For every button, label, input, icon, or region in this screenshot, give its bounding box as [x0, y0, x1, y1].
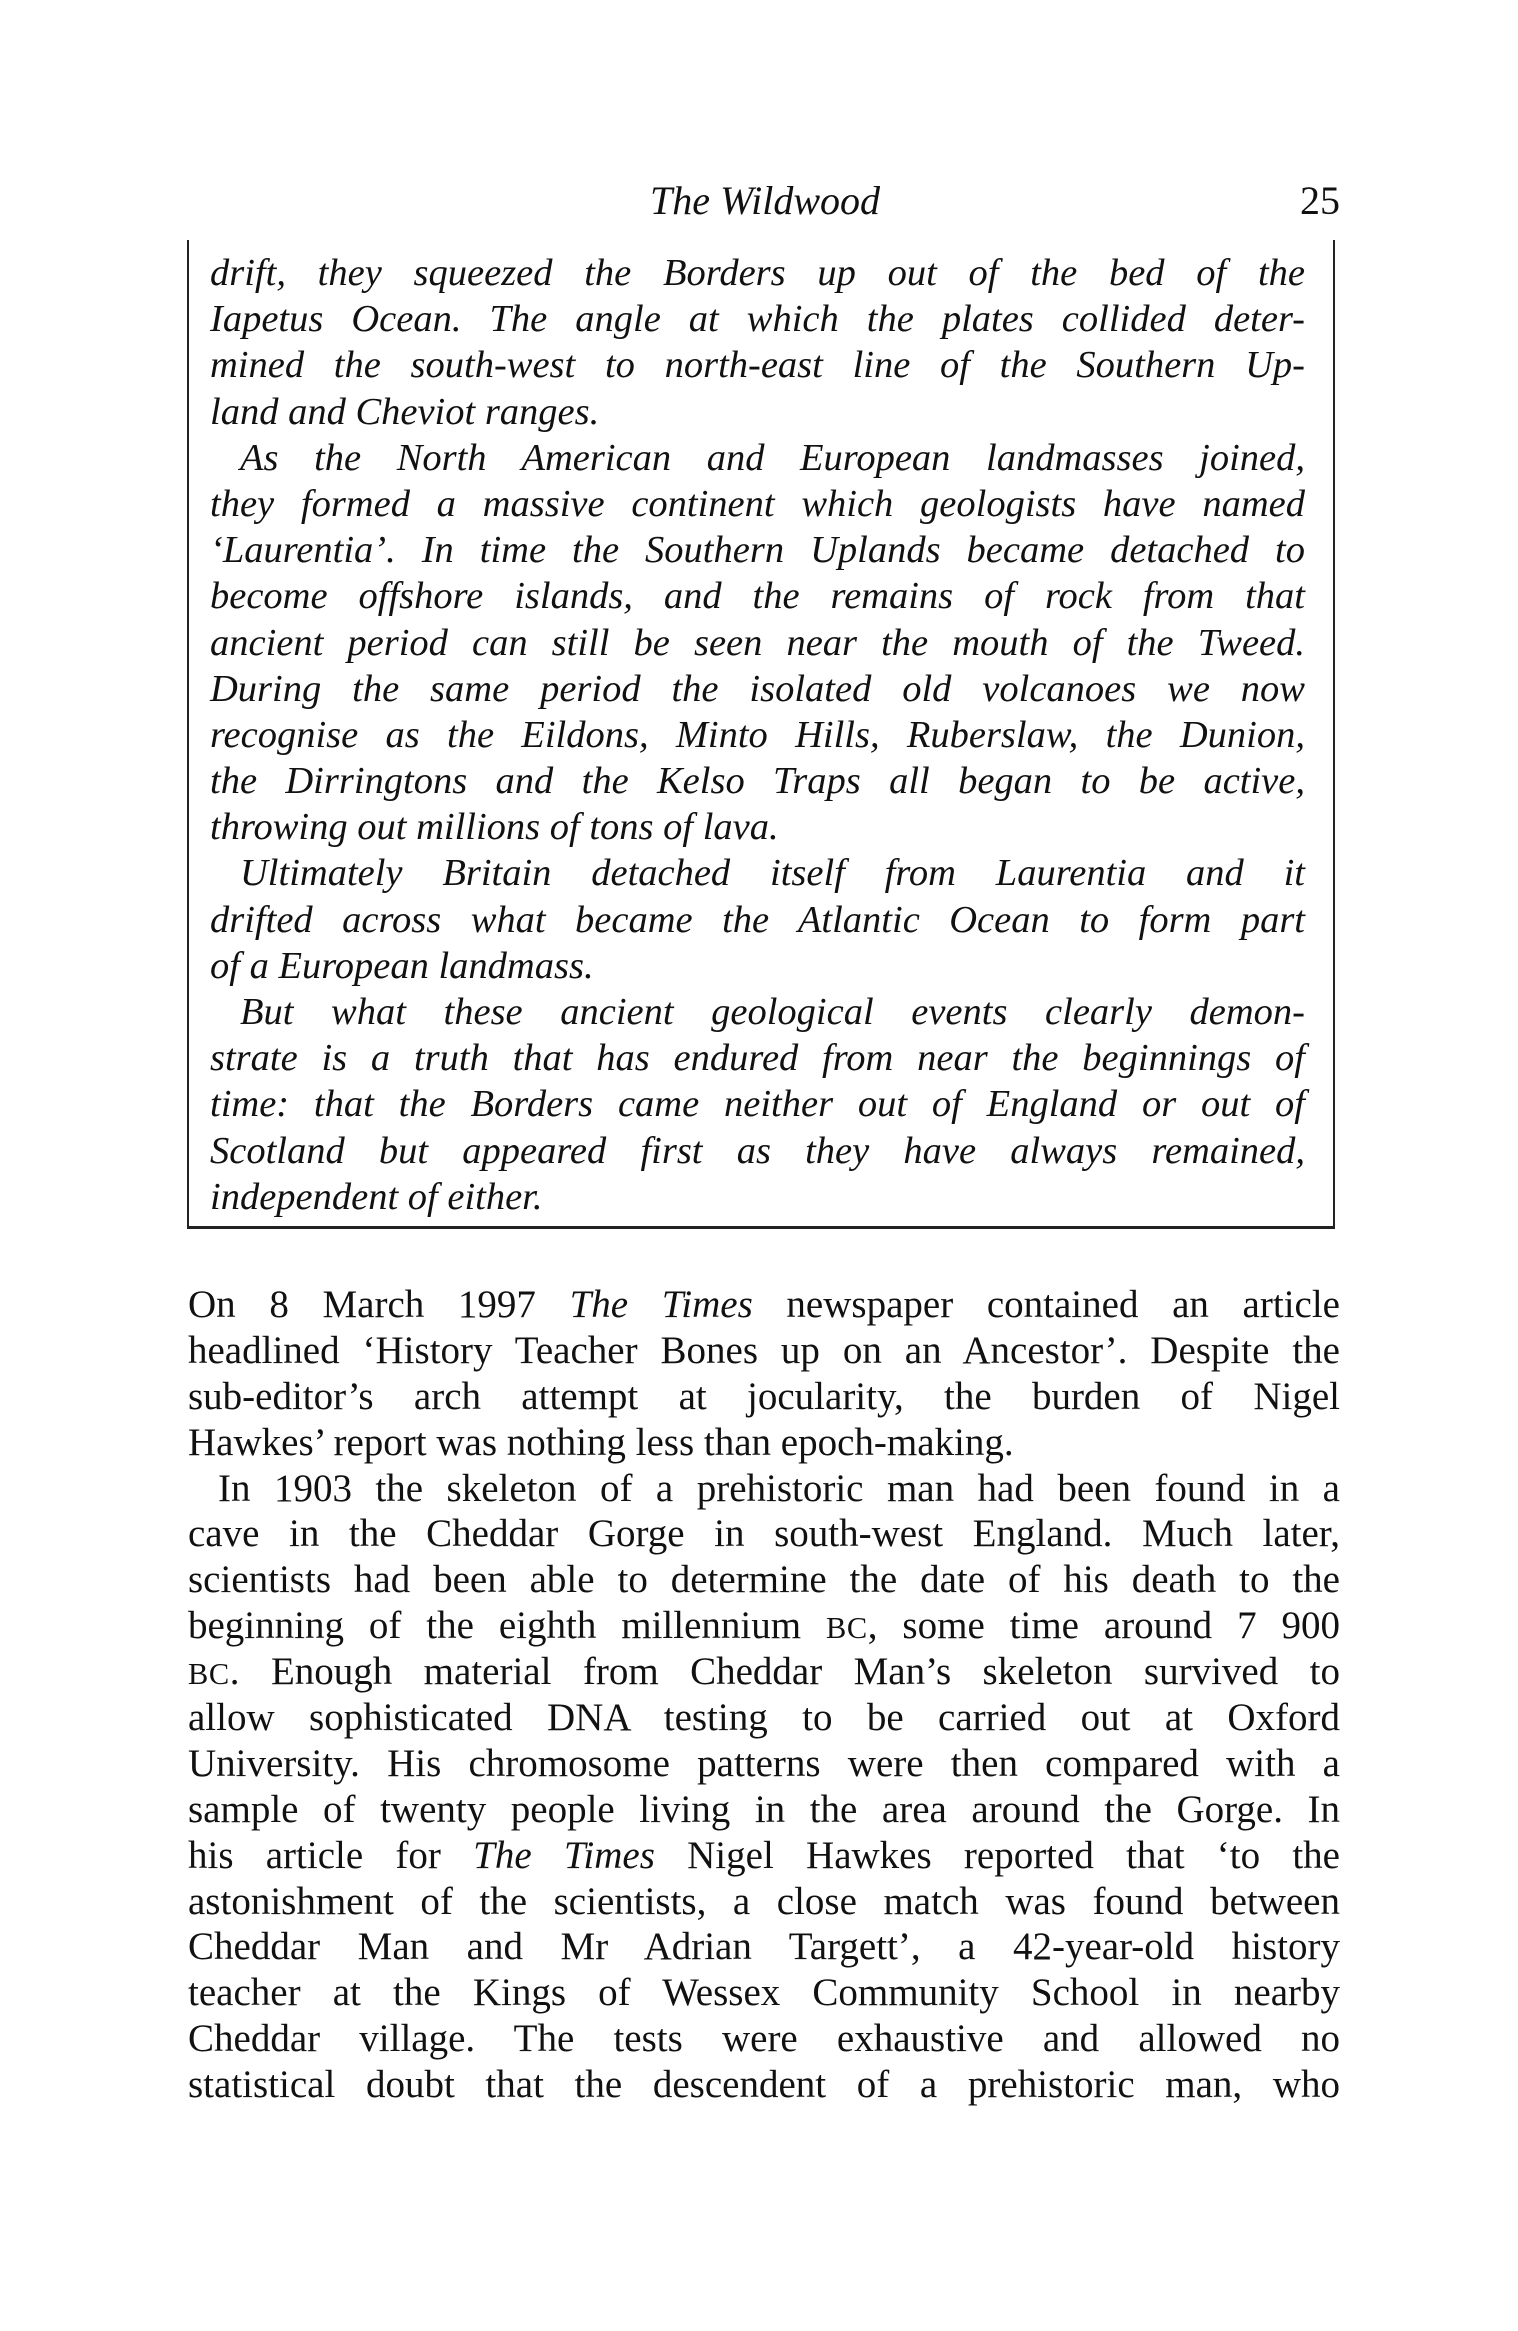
text-line: independent of either. — [210, 1175, 543, 1218]
boxed-paragraph — [210, 850, 1305, 989]
text-line: Iapetus Ocean. The angle at which the plates collided deter- — [210, 298, 1305, 341]
text-line: mined the south-west to north-east line of the Southern Up- — [210, 344, 1305, 387]
text-run: . Enough material from Cheddar Man’s skeleton survived to — [229, 1650, 1340, 1694]
text-line: As the North American and European landmasses joined, — [240, 436, 1305, 479]
boxed-paragraph — [210, 250, 1305, 435]
text-run: , some time around 7 900 — [867, 1604, 1341, 1648]
page-number: 25 — [1300, 178, 1340, 223]
text-line: of a European landmass. — [210, 944, 594, 987]
text-line: they formed a massive continent which geologists have named — [210, 482, 1305, 525]
text-line — [188, 1649, 1340, 1695]
text-line: scientists had been able to determine the date of his death to the — [188, 1558, 1340, 1602]
text-line: statistical doubt that the descendent of a prehistoric man, who — [188, 2063, 1340, 2107]
publication-title: The Times — [569, 1283, 753, 1326]
text-line — [188, 1282, 1340, 1328]
text-line: allow sophisticated DNA testing to be carried out at Oxford — [188, 1696, 1340, 1740]
era-abbreviation: BC — [825, 1611, 868, 1646]
text-line: strate is a truth that has endured from near the beginnings of — [210, 1037, 1305, 1080]
text-line — [188, 1833, 1340, 1879]
text-line: astonishment of the scientists, a close match was found between — [188, 1879, 1340, 1923]
text-line: headlined ‘History Teacher Bones up on an Ancestor’. Despite the — [188, 1328, 1340, 1372]
text-run: Nigel Hawkes reported that ‘to the — [654, 1833, 1340, 1877]
text-line: time: that the Borders came neither out of England or out of — [210, 1083, 1305, 1126]
text-line: drift, they squeezed the Borders up out of the bed of the — [210, 252, 1305, 294]
text-line: teacher at the Kings of Wessex Community School in nearby — [188, 1971, 1340, 2015]
text-line: During the same period the isolated old volcanoes we now — [210, 667, 1305, 710]
text-line: Scotland but appeared first as they have always remained, — [210, 1129, 1305, 1172]
running-header — [190, 176, 1340, 226]
text-line: University. His chromosome patterns were then compared with a — [188, 1741, 1340, 1785]
text-line: Cheddar village. The tests were exhaustive and allowed no — [188, 2017, 1340, 2061]
running-title: The Wildwood — [649, 178, 881, 223]
text-line: sample of twenty people living in the area around the Gorge. In — [188, 1787, 1340, 1831]
text-line — [188, 1603, 1340, 1649]
boxed-passage — [210, 250, 1305, 1220]
text-line: In 1903 the skeleton of a prehistoric man had been found in a — [218, 1466, 1340, 1510]
text-line: ‘Laurentia’. In time the Southern Uplands became detached to — [210, 529, 1305, 572]
text-run: his article for — [188, 1833, 474, 1877]
text-line: ancient period can still be seen near the mouth of the Tweed. — [210, 621, 1305, 664]
text-line: throwing out millions of tons of lava. — [210, 806, 779, 849]
text-line: the Dirringtons and the Kelso Traps all began to be active, — [210, 760, 1305, 803]
text-line: Hawkes’ report was nothing less than epoch-making. — [188, 1420, 1014, 1464]
text-line: But what these ancient geological events clearly demon- — [240, 991, 1305, 1033]
text-line: drifted across what became the Atlantic Ocean to form part — [210, 898, 1305, 941]
text-line: Cheddar Man and Mr Adrian Targett’, a 42-year-old history — [188, 1925, 1340, 1969]
text-line: recognise as the Eildons, Minto Hills, Ruberslaw, the Dunion, — [210, 713, 1305, 756]
era-abbreviation: BC — [188, 1657, 230, 1692]
text-line: sub-editor’s arch attempt at jocularity, the burden of Nigel — [188, 1374, 1340, 1418]
text-line: become offshore islands, and the remains of rock from that — [210, 575, 1305, 618]
text-run: On 8 March 1997 — [188, 1283, 570, 1326]
paragraph — [188, 1282, 1340, 1466]
boxed-paragraph — [210, 989, 1305, 1220]
text-run: beginning of the eighth millennium — [188, 1604, 826, 1648]
text-run: newspaper contained an article — [752, 1283, 1340, 1326]
paragraph — [188, 1466, 1340, 2108]
text-line: Ultimately Britain detached itself from Laurentia and it — [240, 852, 1305, 895]
main-text — [188, 1282, 1340, 2108]
publication-title: The Times — [473, 1833, 655, 1877]
text-line: cave in the Cheddar Gorge in south-west England. Much later, — [188, 1512, 1340, 1556]
text-line: land and Cheviot ranges. — [210, 390, 600, 433]
boxed-paragraph — [210, 435, 1305, 851]
